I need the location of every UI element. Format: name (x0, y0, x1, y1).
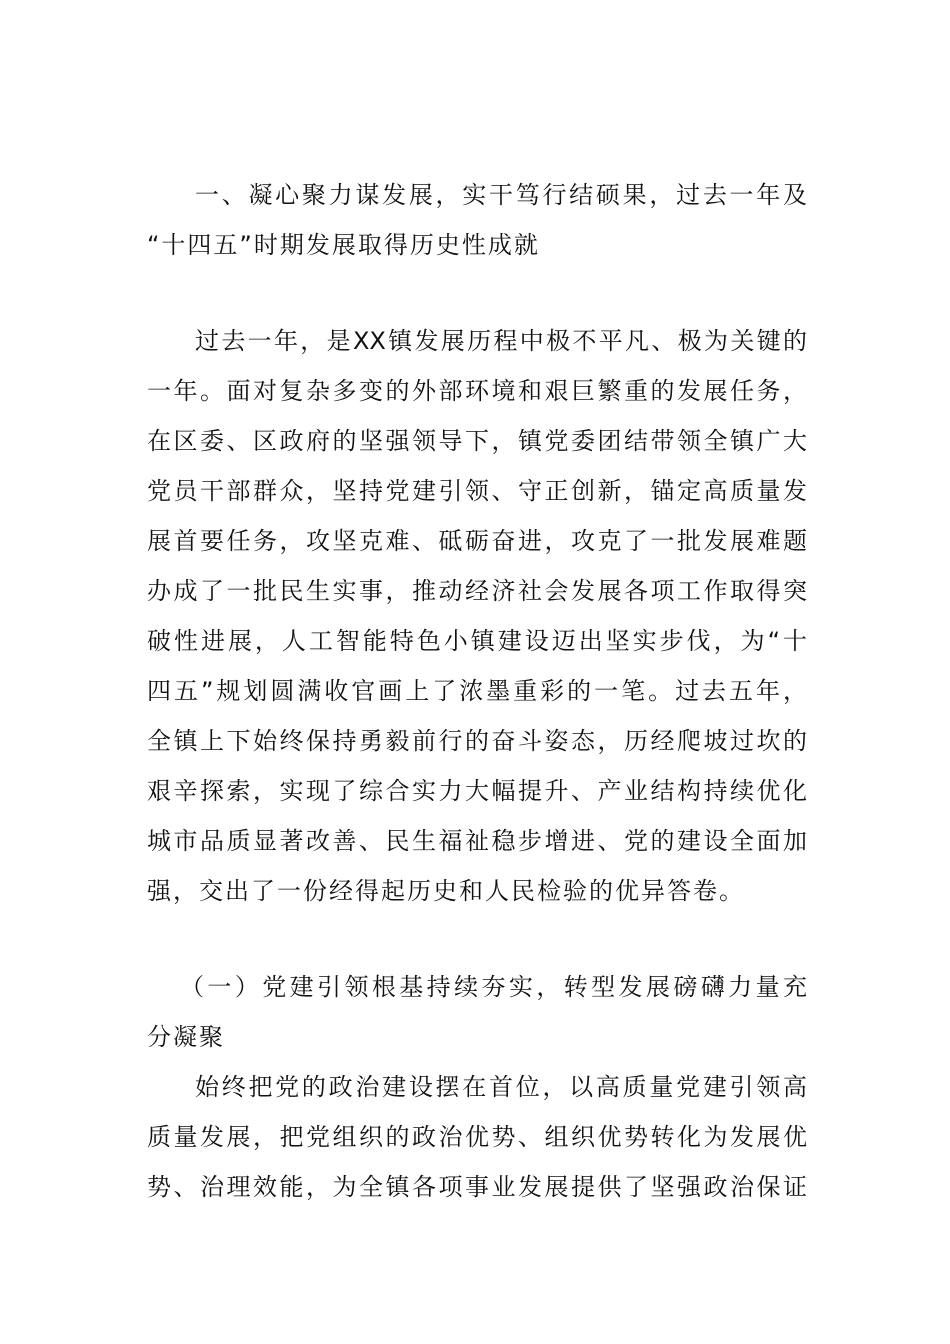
paragraph-line: 四五”规划圆满收官画上了浓墨重彩的一笔。过去五年， (147, 677, 807, 705)
paragraph-line: 强，交出了一份经得起历史和人民检验的优异答卷。 (147, 877, 745, 905)
paragraph-line: 城市品质显著改善、民生福祉稳步增进、党的建设全面加 (147, 827, 807, 855)
subsection-heading-line-1: （一）党建引领根基持续夯实，转型发展磅礴力量充 (180, 973, 807, 1001)
paragraph-line: 破性进展，人工智能特色小镇建设迈出坚实步伐，为“十 (147, 627, 807, 655)
paragraph-line: 党员干部群众，坚持党建引领、守正创新，锚定高质量发 (147, 477, 807, 505)
subsection-heading-line-2: 分凝聚 (147, 1023, 225, 1051)
paragraph-line: 质量发展，把党组织的政治优势、组织优势转化为发展优 (147, 1123, 807, 1151)
paragraph-line: 展首要任务，攻坚克难、砥砺奋进，攻克了一批发展难题 (147, 527, 807, 555)
paragraph-line: 全镇上下始终保持勇毅前行的奋斗姿态，历经爬坡过坎的 (147, 727, 807, 755)
paragraph-line: 始终把党的政治建设摆在首位，以高质量党建引领高 (195, 1073, 807, 1101)
paragraph-line: 在区委、区政府的坚强领导下，镇党委团结带领全镇广大 (147, 427, 807, 455)
paragraph-line: 一年。面对复杂多变的外部环境和艰巨繁重的发展任务， (147, 377, 807, 405)
paragraph-line: 办成了一批民生实事，推动经济社会发展各项工作取得突 (147, 577, 807, 605)
paragraph-line: 艰辛探索，实现了综合实力大幅提升、产业结构持续优化 (147, 777, 807, 805)
section-heading-line-1: 一、凝心聚力谋发展，实干笃行结硕果，过去一年及 (195, 181, 807, 209)
paragraph-line: 过去一年，是XX镇发展历程中极不平凡、极为关键的 (195, 327, 807, 355)
section-heading-line-2: “十四五”时期发展取得历史性成就 (147, 231, 540, 259)
paragraph-line: 势、治理效能，为全镇各项事业发展提供了坚强政治保证 (147, 1173, 807, 1201)
